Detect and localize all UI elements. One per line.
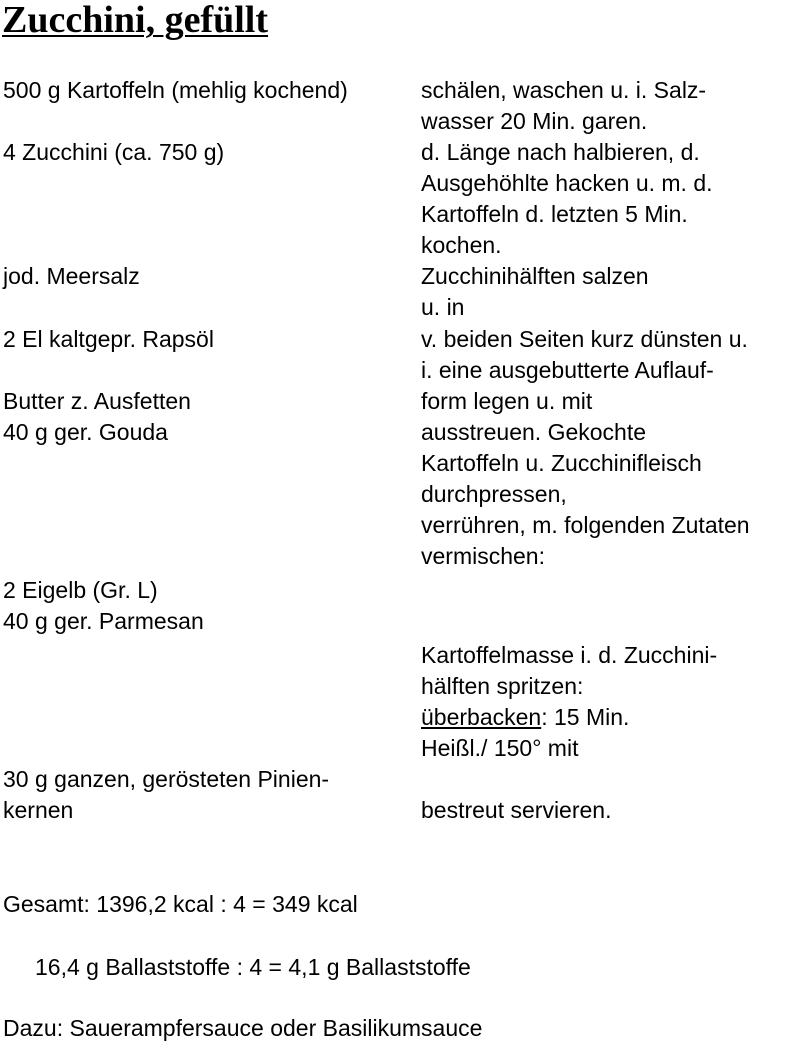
instruction: Zucchinihälften salzen (421, 263, 649, 289)
instruction: v. beiden Seiten kurz dünsten u. (421, 326, 748, 352)
instruction: vermischen: (421, 543, 545, 569)
fiber-total: 16,4 g Ballaststoffe : 4 = 4,1 g Ballaststoffe (35, 954, 471, 980)
recipe-row (0, 764, 806, 795)
ingredient: 4 Zucchini (ca. 750 g) (3, 139, 225, 165)
recipe-row (0, 106, 806, 137)
instruction: i. eine ausgebutterte Auflauf- (421, 357, 714, 383)
ingredient: 500 g Kartoffeln (mehlig kochend) (3, 77, 348, 103)
recipe-row (0, 795, 806, 826)
ingredient: jod. Meersalz (3, 263, 140, 289)
instruction (421, 702, 629, 733)
recipe-row (0, 640, 806, 671)
serving-suggestion: Dazu: Sauerampfersauce oder Basilikumsauce (3, 1015, 483, 1041)
bake-term: überbacken (421, 704, 542, 730)
recipe-row (0, 510, 806, 541)
instruction: hälften spritzen: (421, 673, 584, 699)
instruction: d. Länge nach halbieren, d. (421, 139, 700, 165)
recipe-row (0, 671, 806, 702)
recipe-row (0, 417, 806, 448)
recipe-title: Zucchini, gefüllt (2, 0, 269, 41)
ingredient: 40 g ger. Parmesan (3, 608, 204, 634)
instruction: form legen u. mit (421, 388, 593, 414)
ingredient: 2 El kaltgepr. Rapsöl (3, 326, 214, 352)
recipe-row (0, 75, 806, 106)
recipe-row (0, 733, 806, 764)
ingredient: 30 g ganzen, gerösteten Pinien- (3, 766, 330, 792)
instruction: Ausgehöhlte hacken u. m. d. (421, 170, 713, 196)
instruction: Heißl./ 150° mit (421, 735, 579, 761)
instruction: bestreut servieren. (421, 797, 612, 823)
calorie-total: Gesamt: 1396,2 kcal : 4 = 349 kcal (3, 891, 358, 917)
recipe-row (0, 261, 806, 292)
instruction: Kartoffeln u. Zucchinifleisch (421, 450, 702, 476)
recipe-row (0, 541, 806, 572)
recipe-row (0, 575, 806, 606)
recipe-row (0, 230, 806, 261)
bake-time: : 15 Min. (541, 704, 630, 730)
ingredient: kernen (3, 797, 74, 823)
recipe-row (0, 606, 806, 637)
recipe-row (0, 386, 806, 417)
recipe-row (0, 479, 806, 510)
recipe-row (0, 355, 806, 386)
recipe-row (0, 168, 806, 199)
instruction: durchpressen, (421, 481, 567, 507)
ingredient: 40 g ger. Gouda (3, 419, 168, 445)
instruction: wasser 20 Min. garen. (421, 108, 648, 134)
instruction: u. in (421, 294, 465, 320)
ingredient: Butter z. Ausfetten (3, 388, 191, 414)
recipe-row (0, 702, 806, 733)
instruction: Kartoffelmasse i. d. Zucchini- (421, 642, 718, 668)
recipe-row (0, 137, 806, 168)
recipe-row (0, 199, 806, 230)
ingredient: 2 Eigelb (Gr. L) (3, 577, 158, 603)
recipe-row (0, 324, 806, 355)
instruction: verrühren, m. folgenden Zutaten (421, 512, 750, 538)
instruction: kochen. (421, 232, 502, 258)
recipe-row (0, 292, 806, 323)
instruction: schälen, waschen u. i. Salz- (421, 77, 707, 103)
instruction: ausstreuen. Gekochte (421, 419, 647, 445)
recipe-row (0, 448, 806, 479)
instruction: Kartoffeln d. letzten 5 Min. (421, 201, 688, 227)
